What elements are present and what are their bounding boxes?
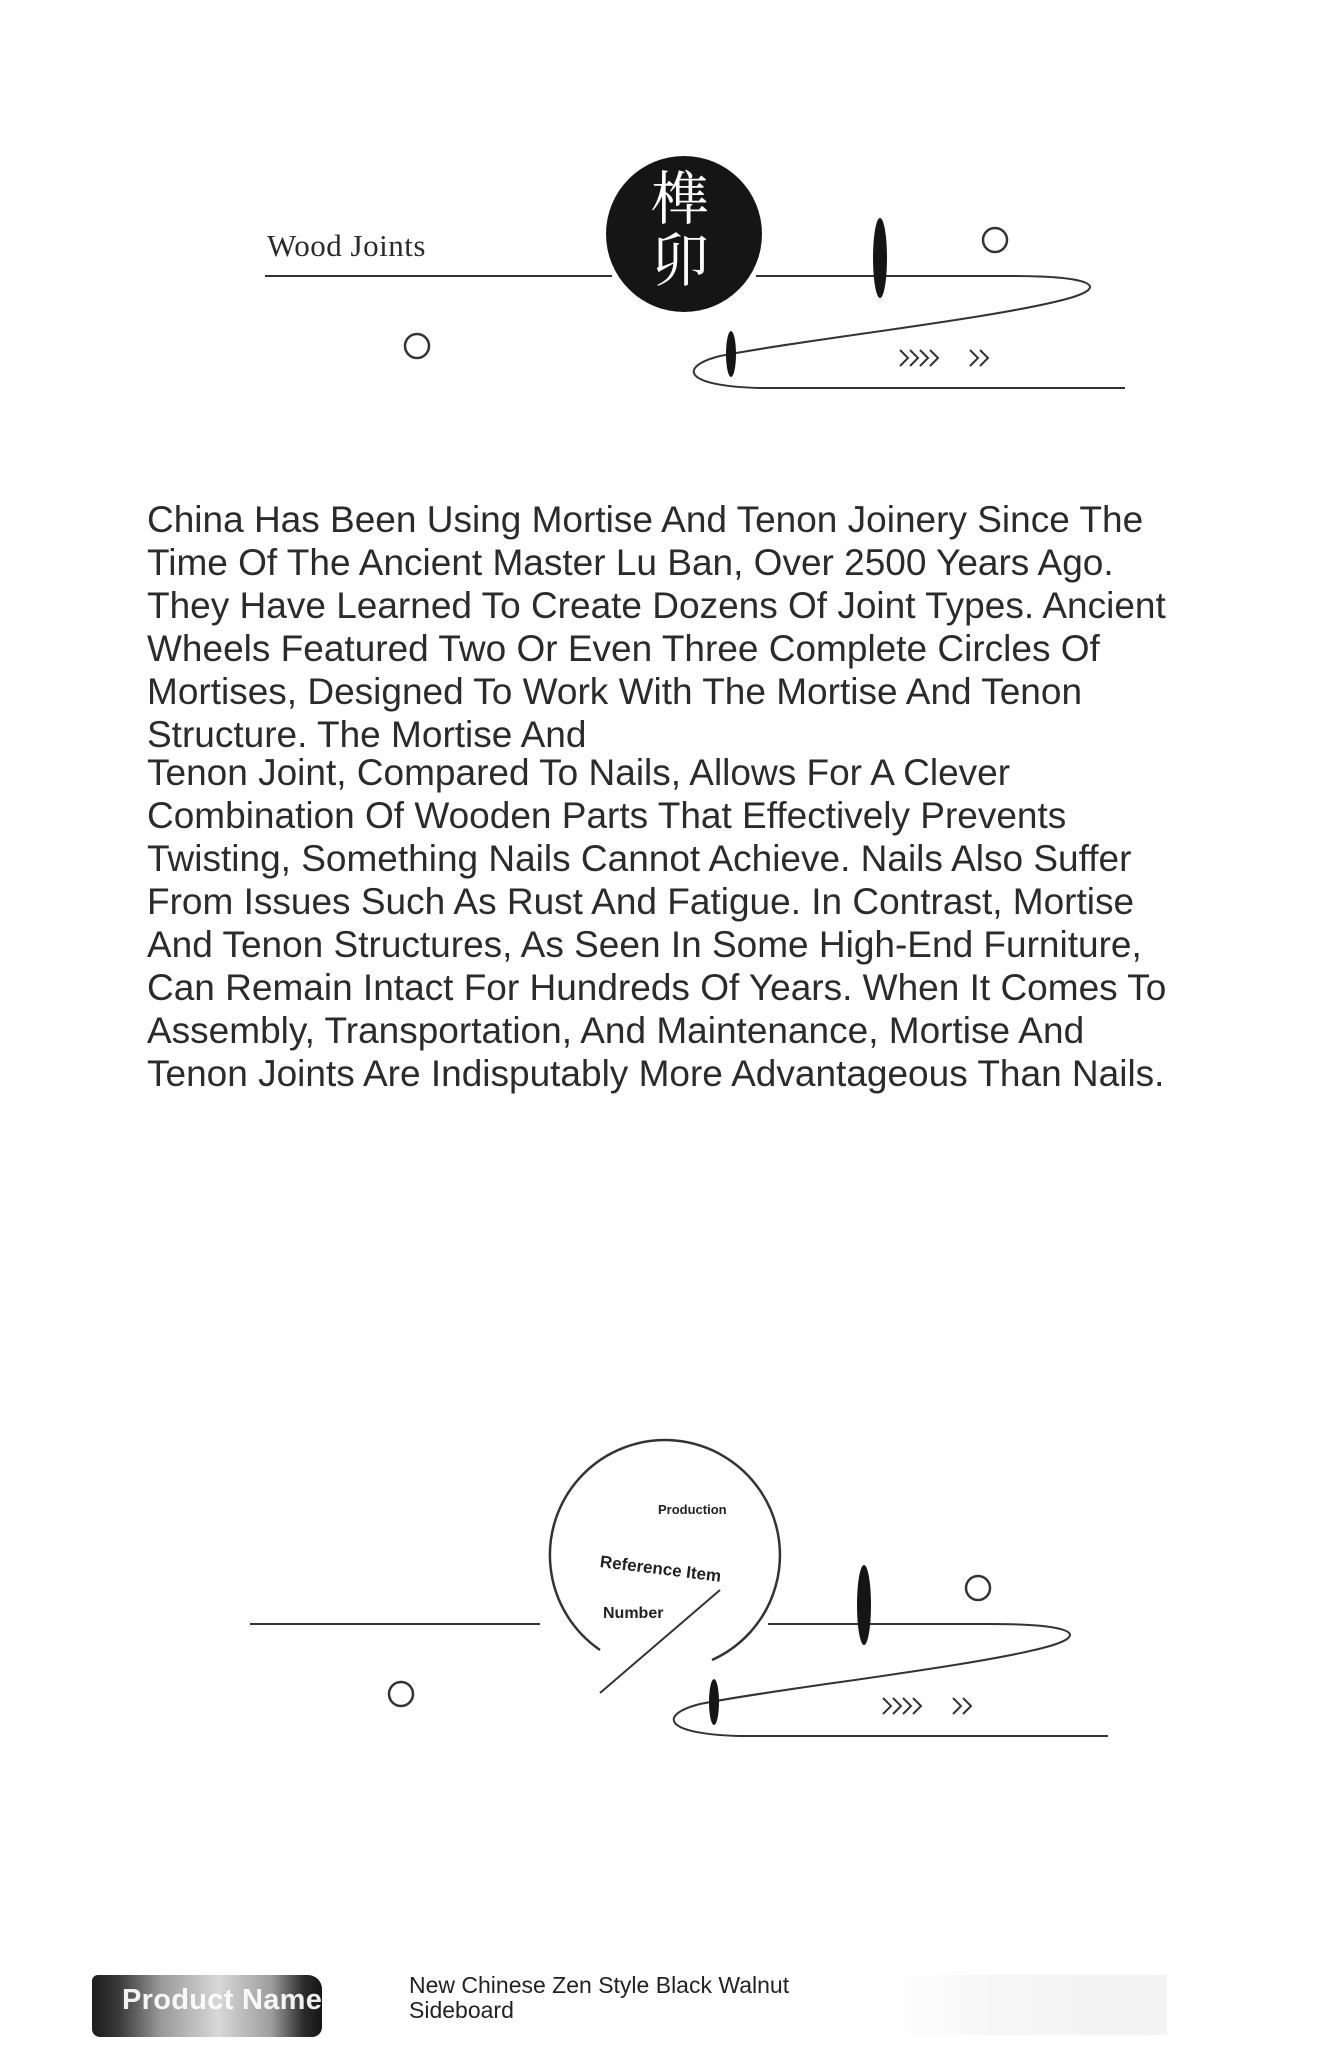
header-dot-left: [405, 334, 429, 358]
product-name-value: New Chinese Zen Style Black Walnut Sideboard: [409, 1972, 790, 2023]
footer-dot-left: [389, 1682, 413, 1706]
header-dot-right: [983, 228, 1007, 252]
footer-swoosh: [674, 1624, 1108, 1736]
emblem-ring: [550, 1440, 780, 1660]
footer-arrows: [883, 1698, 971, 1714]
footer-decoration: [0, 1400, 1322, 1780]
footer-leaf-upper: [857, 1565, 871, 1645]
footer-dot-right: [966, 1576, 990, 1600]
product-bar-fade: [882, 1975, 1167, 2035]
emblem-reference-label: Reference Item: [598, 1552, 723, 1586]
body-paragraph-2: Tenon Joint, Compared To Nails, Allows For A Clever Combination Of Wooden Parts That Effectively Prevents Twisting, Something Nails Cannot Achieve. Nails Also Suffer From Issues Such As Rust And Fatigue. In Contrast, Mortise And Tenon Structures, As Seen In Some High-End Furniture, Can Remain Intact For Hundreds Of Years. When It Comes To Assembly, Transportation, And Maintenance, Mortise And Tenon Joints Are Indisputably More Advantageous Than Nails.: [147, 752, 1167, 1094]
body-paragraph-1: China Has Been Using Mortise And Tenon Joinery Since The Time Of The Ancient Master Lu Ban, Over 2500 Years Ago. They Have Learned To Create Dozens Of Joint Types. Ancient Wheels Featured Two Or Even Three Complete Circles Of Mortises, Designed To Work With The Mortise And Tenon Structure. The Mortise And: [147, 499, 1166, 755]
header-leaf-lower: [726, 331, 736, 377]
header-arrows: [900, 350, 988, 366]
footer-ornament-svg: [0, 1400, 1322, 1780]
section-title: Wood Joints: [267, 228, 426, 263]
seal-char-2: 卯: [650, 227, 709, 295]
emblem-number-label: Number: [603, 1605, 664, 1622]
header-swoosh: [694, 276, 1125, 388]
footer-leaf-lower: [709, 1679, 719, 1725]
seal-characters: [640, 165, 720, 295]
seal-char-1: 榫: [650, 165, 709, 233]
emblem-production-label: Production: [658, 1502, 727, 1517]
body-text: [147, 498, 1187, 1095]
header-leaf-upper: [873, 218, 887, 298]
product-name-label: Product Name: [122, 1984, 323, 2016]
